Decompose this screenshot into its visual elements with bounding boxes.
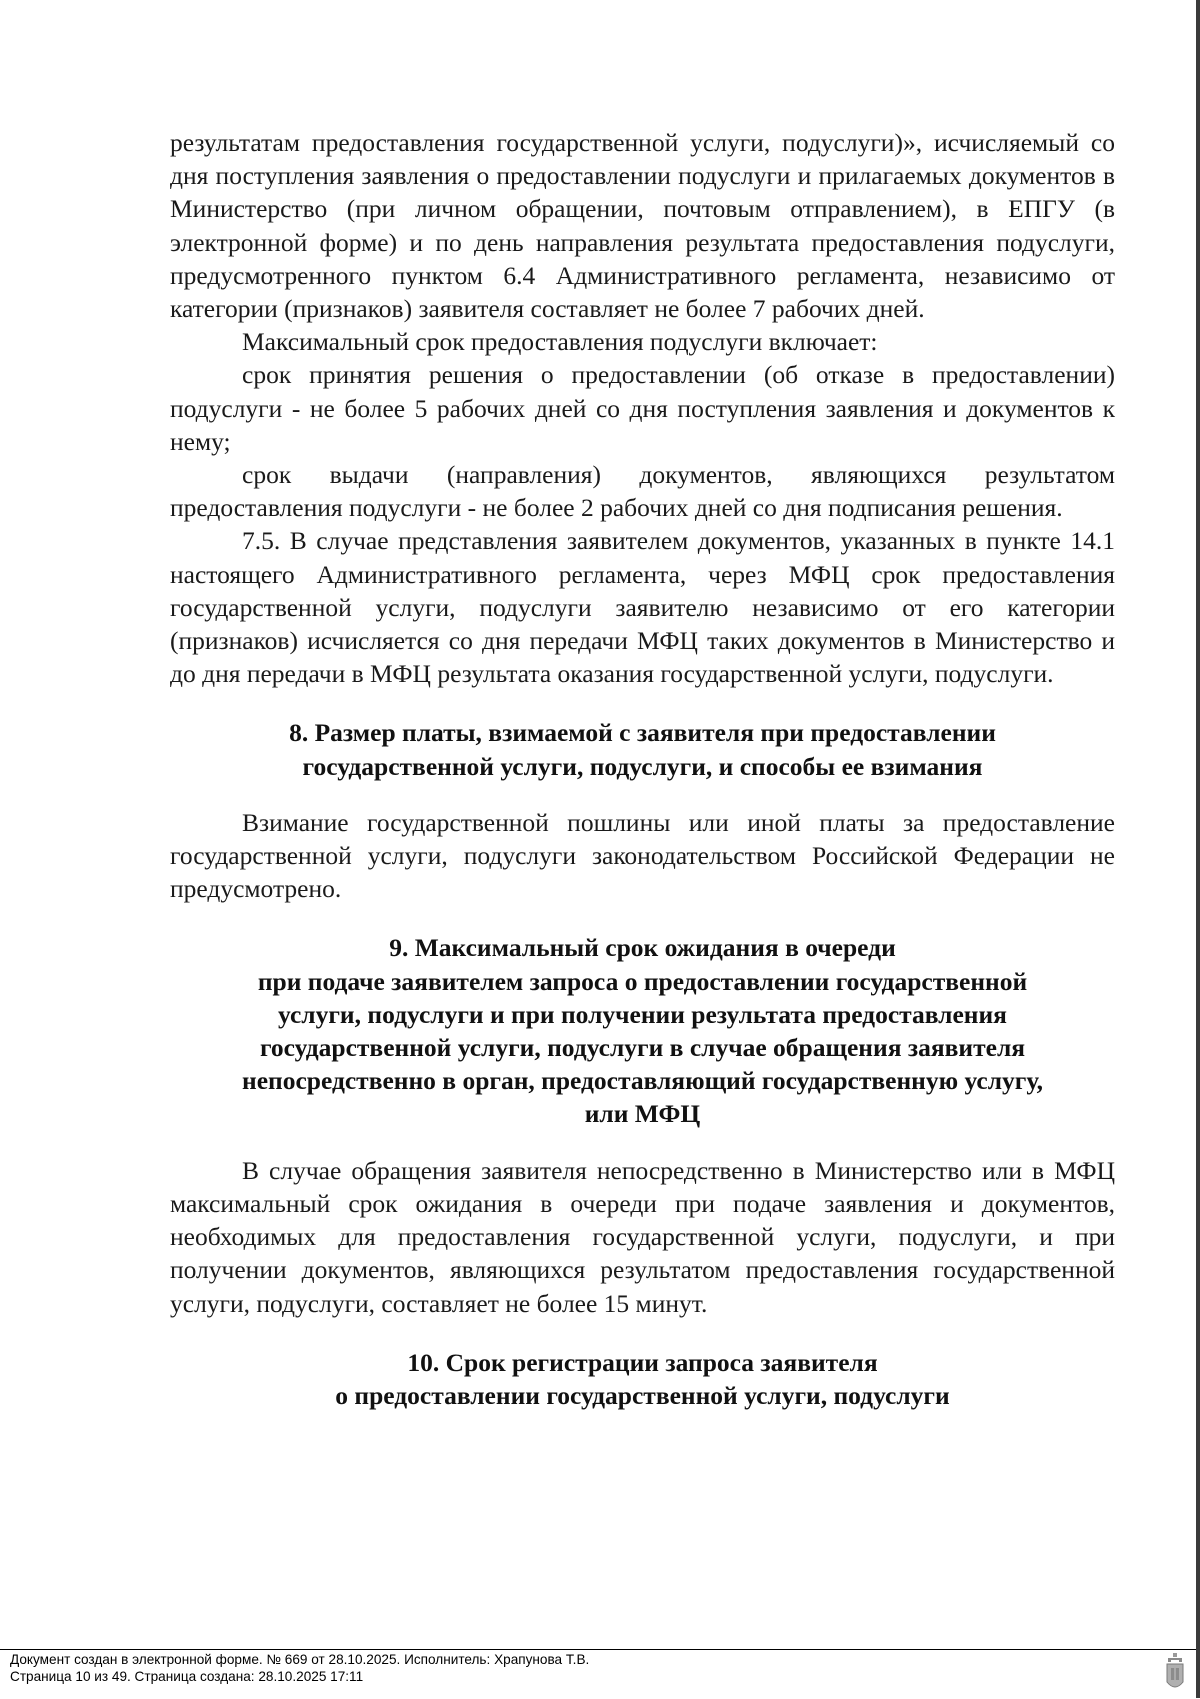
section-8-paragraph: Взимание государственной пошлины или иной платы за предоставление государственной услуги, подуслуги законодательством Российской Федерации не предусмотрено. [170, 807, 1115, 904]
footer-line-document-info: Документ создан в электронной форме. № 669 от 28.10.2025. Исполнитель: Храпунова Т.В. [10, 1652, 590, 1667]
scan-edge [1196, 0, 1200, 1698]
section-8-heading [170, 716, 1115, 782]
paragraph-7-5-mfc: 7.5. В случае представления заявителем документов, указанных в пункте 14.1 настоящего Административного регламента, через МФЦ срок предоставления государственной услуги, подуслуги заявителю независимо от его категории (признаков) исчисляется со дня передачи МФЦ таких документов в Министерство и до дня передачи в МФЦ результата оказания государственной услуги, подуслуги. [170, 526, 1115, 689]
paragraph-issue-term: срок выдачи (направления) документов, являющихся результатом предоставления подуслуги - не более 2 рабочих дней со дня подписания решения. [170, 460, 1115, 523]
section-9-heading-line: 9. Максимальный срок ожидания в очереди [389, 933, 896, 963]
footer-line-page-info: Страница 10 из 49. Страница создана: 28.10.2025 17:11 [10, 1669, 364, 1684]
section-9-heading-line: при подаче заявителем запроса о предоставлении государственной [257, 966, 1028, 996]
section-9-heading-line: непосредственно в орган, предоставляющий государственную услугу, [242, 1066, 1043, 1096]
section-10-heading [170, 1346, 1115, 1412]
coat-of-arms-icon [1164, 1652, 1186, 1694]
footer-text [10, 1651, 589, 1685]
document-footer [0, 1649, 1196, 1699]
section-9-heading-line: государственной услуги, подуслуги в случае обращения заявителя [259, 1033, 1026, 1063]
paragraph-deadline-calculation: результатам предоставления государственной услуги, подуслуги)», исчисляемый со дня поступления заявления о предоставлении подуслуги и прилагаемых документов в Министерство (при личном обращении, почтовым отправлением), в ЕПГУ (в электронной форме) и по день направления результата предоставления подуслуги, предусмотренного пунктом 6.4 Административного регламента, независимо от категории (признаков) заявителя составляет не более 7 рабочих дней. [170, 128, 1115, 324]
section-9-heading-line: услуги, подуслуги и при получении результата предоставления [278, 999, 1007, 1029]
section-9-paragraph: В случае обращения заявителя непосредственно в Министерство или в МФЦ максимальный срок ожидания в очереди при подаче заявления и документов, необходимых для предоставления государственной услуги, подуслуги, и при получении документов, являющихся результатом предоставления государственной услуги, подуслуги, составляет не более 15 минут. [170, 1155, 1115, 1318]
paragraph-max-term-includes: Максимальный срок предоставления подуслуги включает: [242, 327, 878, 357]
section-10-heading-line: 10. Срок регистрации запроса заявителя [407, 1347, 878, 1377]
section-9-heading-line: или МФЦ [584, 1099, 701, 1129]
section-8-heading-line: государственной услуги, подуслуги, и способы ее взимания [302, 751, 983, 781]
section-9-heading [170, 931, 1115, 1130]
section-10-heading-line: о предоставлении государственной услуги, подуслуги [335, 1380, 950, 1410]
paragraph-decision-term: срок принятия решения о предоставлении (об отказе в предоставлении) подуслуги - не более 5 рабочих дней со дня поступления заявления и документов к нему; [170, 360, 1115, 456]
document-body [170, 126, 1115, 1412]
section-8-heading-line: 8. Размер платы, взимаемой с заявителя при предоставлении [289, 718, 996, 748]
